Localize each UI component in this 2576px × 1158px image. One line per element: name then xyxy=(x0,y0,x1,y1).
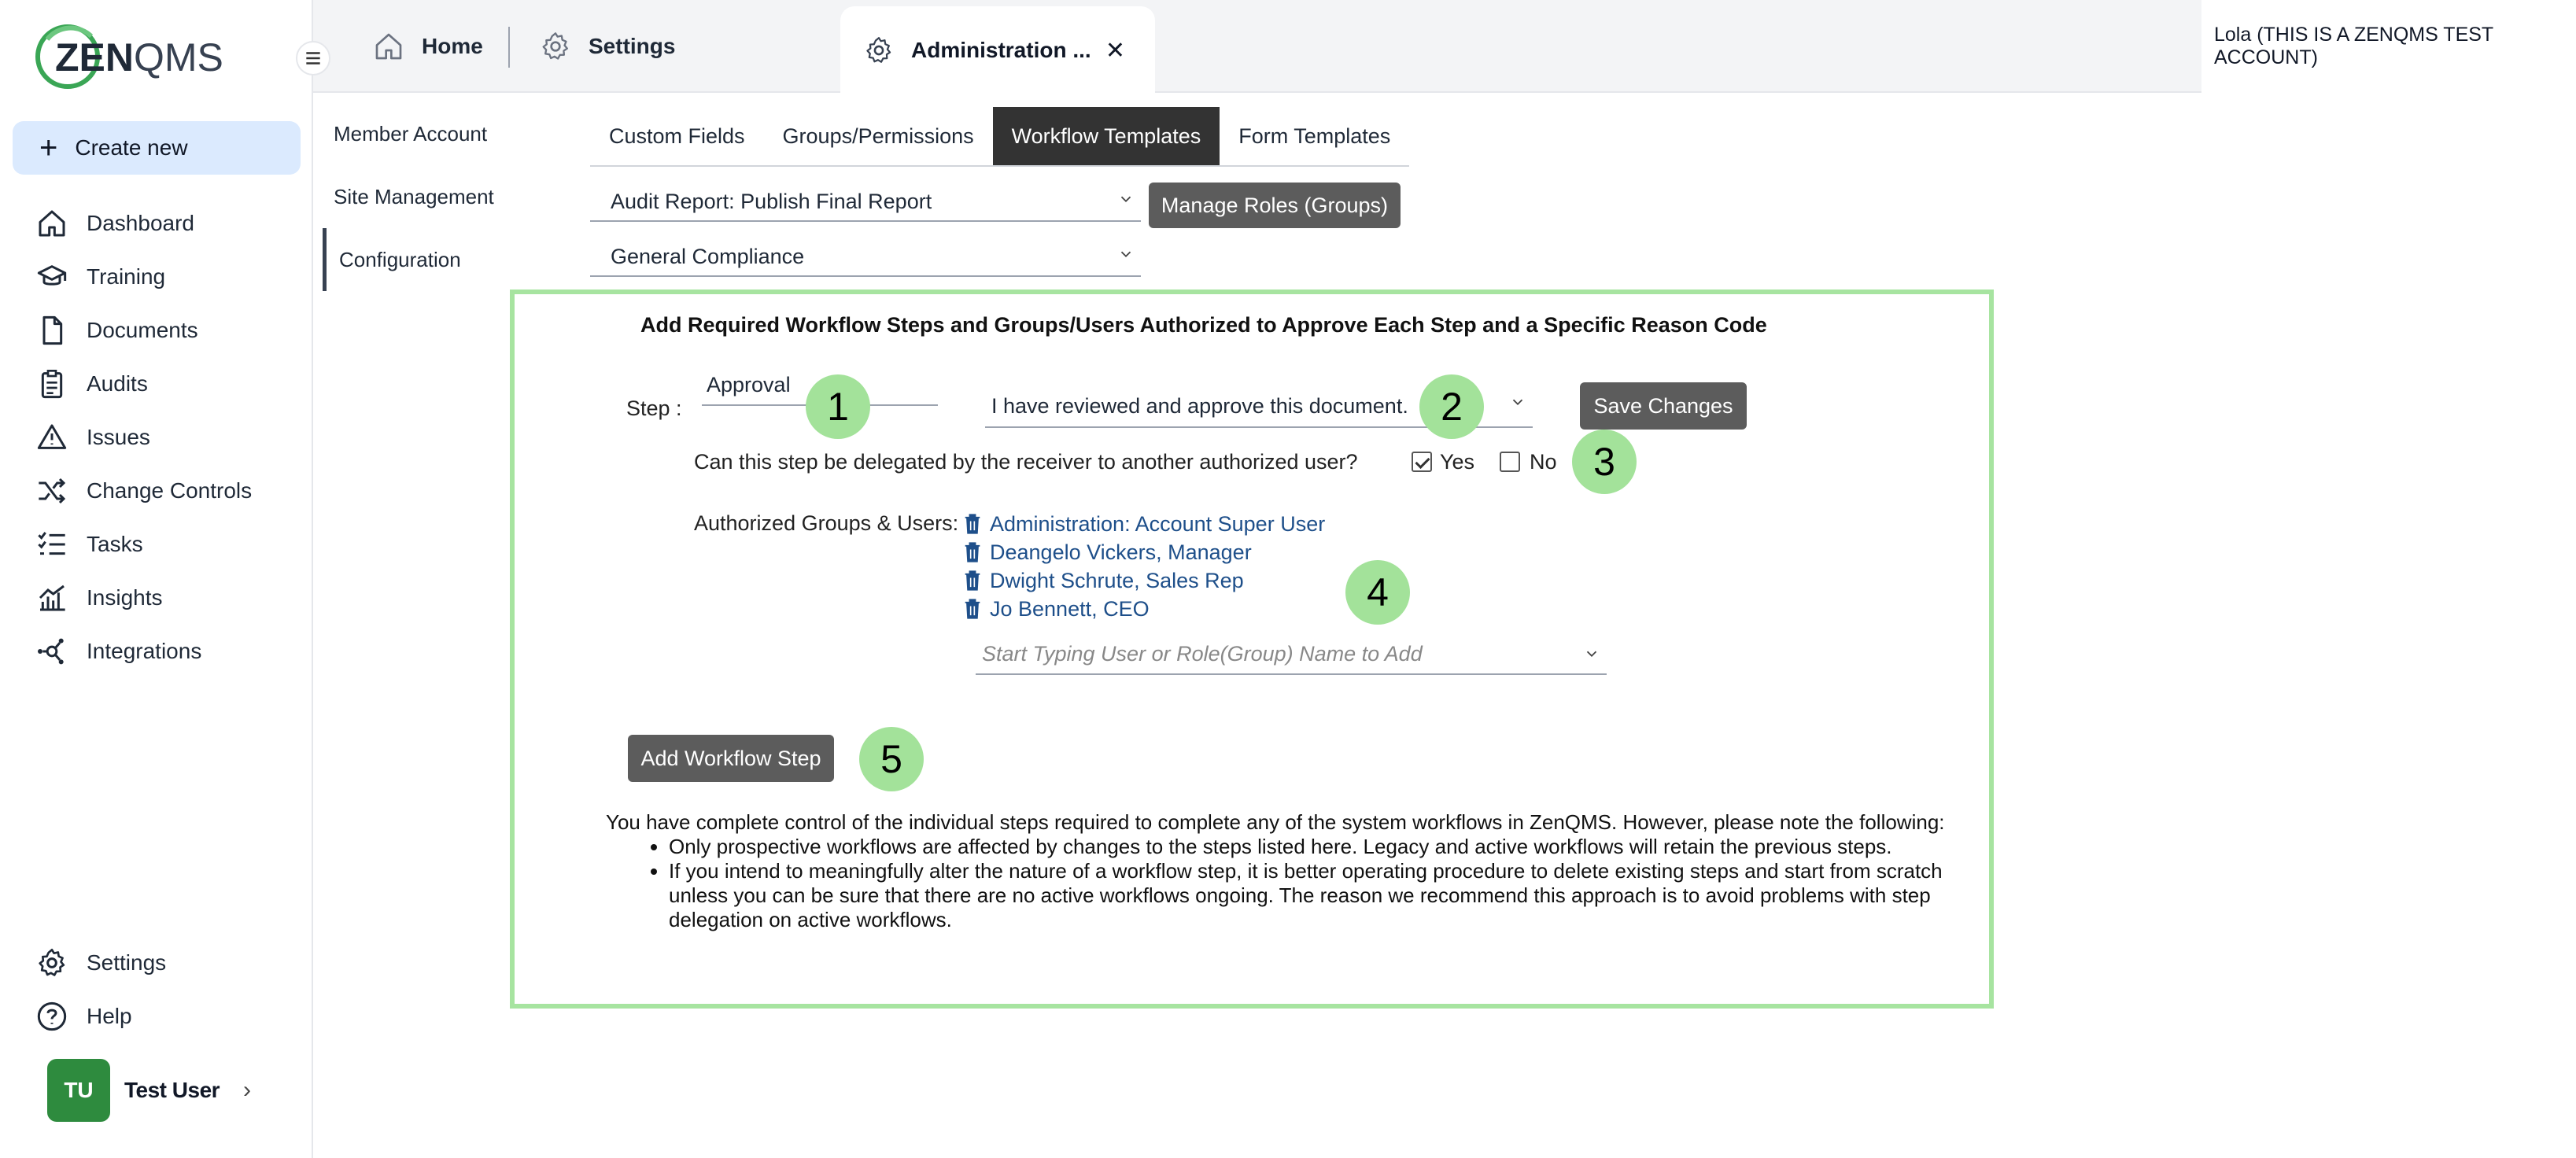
sidebar-item-dashboard[interactable] xyxy=(0,197,313,250)
compliance-select-value: General Compliance xyxy=(611,244,805,268)
home-icon xyxy=(36,208,68,239)
add-user-select[interactable] xyxy=(976,634,1607,675)
delegate-question: Can this step be delegated by the receiver to another authorized user? xyxy=(694,450,1358,474)
reason-code-value: I have reviewed and approve this document. xyxy=(991,393,1408,418)
user-menu[interactable] xyxy=(47,1059,251,1122)
tab-label: Administration ... xyxy=(911,38,1091,62)
subnav-member-account[interactable]: Member Account xyxy=(334,121,488,146)
add-workflow-step-button[interactable]: Add Workflow Step xyxy=(628,735,834,782)
delegate-yes-checkbox[interactable] xyxy=(1412,452,1432,472)
sidebar-item-label: Documents xyxy=(87,318,198,342)
sidebar-item-issues[interactable] xyxy=(0,411,313,464)
tab-groups-permissions[interactable]: Groups/Permissions xyxy=(782,124,974,148)
sidebar-item-label: Settings xyxy=(87,950,167,975)
network-icon xyxy=(36,636,68,667)
sidebar-collapse-button[interactable] xyxy=(296,41,330,76)
sidebar-nav xyxy=(0,197,313,678)
tab-custom-fields[interactable]: Custom Fields xyxy=(609,124,745,148)
authorized-item[interactable] xyxy=(963,510,1325,538)
warning-icon xyxy=(36,422,68,453)
sidebar-item-change-controls[interactable] xyxy=(0,464,313,518)
sidebar-item-integrations[interactable] xyxy=(0,625,313,678)
subnav-configuration[interactable]: Configuration xyxy=(323,228,519,291)
tab-form-templates[interactable]: Form Templates xyxy=(1238,124,1391,148)
delegate-no-checkbox[interactable] xyxy=(1500,452,1520,472)
note-bullet: • Only prospective workflows are affected by changes to the steps listed here. Legacy and active workflows will retain the previous steps. xyxy=(669,835,1959,859)
tab-label: Home xyxy=(422,34,483,58)
sidebar-item-insights[interactable] xyxy=(0,571,313,625)
note-list xyxy=(669,835,1959,932)
home-icon xyxy=(373,31,404,62)
tab-settings[interactable] xyxy=(540,0,675,93)
chevron-right-icon: › xyxy=(243,1077,252,1103)
authorized-item-label: Dwight Schrute, Sales Rep xyxy=(990,568,1244,592)
trash-icon[interactable] xyxy=(963,598,982,620)
tab-home[interactable] xyxy=(373,0,483,93)
create-new-button[interactable] xyxy=(13,121,301,175)
workflow-step-panel xyxy=(510,290,1994,1009)
top-bar xyxy=(313,0,2494,93)
sidebar-item-label: Issues xyxy=(87,425,150,449)
sidebar-item-help[interactable] xyxy=(0,990,313,1043)
gear-icon xyxy=(36,947,68,979)
callout-badge-2: 2 xyxy=(1419,374,1484,439)
authorized-list xyxy=(963,510,1325,623)
callout-badge-3: 3 xyxy=(1572,430,1637,494)
tab-divider xyxy=(508,27,510,68)
sidebar-item-label: Dashboard xyxy=(87,211,194,235)
trash-icon[interactable] xyxy=(963,541,982,563)
callout-badge-4: 4 xyxy=(1345,560,1410,625)
clipboard-icon xyxy=(36,368,68,400)
sidebar-bottom-nav xyxy=(0,936,313,1043)
sidebar-item-settings[interactable] xyxy=(0,936,313,990)
callout-badge-5: 5 xyxy=(859,727,924,791)
sidebar-item-label: Tasks xyxy=(87,532,143,556)
compliance-select[interactable] xyxy=(590,238,1141,277)
chevron-down-icon xyxy=(1117,245,1135,263)
panel-title: Add Required Workflow Steps and Groups/Users Authorized to Approve Each Step and a Specific Reason Code xyxy=(640,313,1767,337)
subnav-site-management[interactable]: Site Management xyxy=(334,184,494,208)
avatar: TU xyxy=(47,1059,110,1122)
chevron-down-icon xyxy=(1583,645,1600,662)
gear-icon xyxy=(540,31,571,62)
sidebar-item-label: Training xyxy=(87,264,166,289)
note-intro: You have complete control of the individual steps required to complete any of the system workflows in ZenQMS. However, please note the following: xyxy=(606,810,1945,834)
create-new-label: Create new xyxy=(75,135,188,160)
save-changes-button[interactable]: Save Changes xyxy=(1580,382,1747,430)
shuffle-icon xyxy=(36,475,68,507)
sidebar-item-documents[interactable] xyxy=(0,304,313,357)
authorized-item[interactable] xyxy=(963,595,1325,623)
chevron-down-icon xyxy=(1117,190,1135,208)
workflow-select-value: Audit Report: Publish Final Report xyxy=(611,189,932,213)
menu-icon xyxy=(303,48,323,68)
chevron-down-icon xyxy=(1509,393,1526,411)
sidebar-item-label: Insights xyxy=(87,585,163,610)
authorized-item-label: Deangelo Vickers, Manager xyxy=(990,540,1252,564)
sidebar xyxy=(0,0,313,1158)
tab-label: Settings xyxy=(589,34,676,58)
tab-administration[interactable] xyxy=(840,6,1155,94)
step-name-value: Approval xyxy=(707,372,791,396)
close-icon[interactable]: ✕ xyxy=(1105,37,1125,64)
callout-badge-1: 1 xyxy=(806,374,870,439)
authorized-item[interactable] xyxy=(963,566,1325,595)
note-bullet: • If you intend to meaningfully alter the nature of a workflow step, it is better operating procedure to delete existing steps and start from scratch unless you can be sure that there are no active workflows ongoing. The reason we recommend this approach is to avoid problems with step delegation on active workflows. xyxy=(669,859,1959,932)
authorized-label: Authorized Groups & Users: xyxy=(694,511,959,535)
add-user-placeholder: Start Typing User or Role(Group) Name to Add xyxy=(982,641,1423,666)
sidebar-item-tasks[interactable] xyxy=(0,518,313,571)
delegate-no-label: No xyxy=(1530,450,1557,474)
delegate-yes-label: Yes xyxy=(1440,450,1475,474)
sidebar-item-label: Help xyxy=(87,1004,132,1028)
workflow-note xyxy=(606,810,1959,932)
tab-workflow-templates[interactable]: Workflow Templates xyxy=(993,107,1220,165)
authorized-item[interactable] xyxy=(963,538,1325,566)
sidebar-item-label: Audits xyxy=(87,371,148,396)
plus-icon: + xyxy=(39,131,58,165)
trash-icon[interactable] xyxy=(963,513,982,535)
manage-roles-button[interactable]: Manage Roles (Groups) xyxy=(1149,183,1401,228)
sidebar-item-audits[interactable] xyxy=(0,357,313,411)
workflow-select[interactable] xyxy=(590,183,1141,222)
document-icon xyxy=(36,315,68,346)
authorized-item-label: Jo Bennett, CEO xyxy=(990,596,1150,621)
sidebar-item-training[interactable] xyxy=(0,250,313,304)
sidebar-item-label: Change Controls xyxy=(87,478,253,503)
step-label: Step : xyxy=(626,396,682,420)
account-name: Lola (THIS IS A ZENQMS TEST ACCOUNT) xyxy=(2201,0,2576,93)
authorized-item-label: Administration: Account Super User xyxy=(990,511,1326,536)
sidebar-item-label: Integrations xyxy=(87,639,202,663)
trash-icon[interactable] xyxy=(963,570,982,592)
config-tabs xyxy=(590,107,1409,167)
user-name: Test User xyxy=(124,1078,220,1102)
zenqms-logo[interactable] xyxy=(36,22,223,93)
logo-text: ZEN xyxy=(55,35,134,79)
help-icon xyxy=(36,1001,68,1032)
gear-icon xyxy=(864,35,894,65)
svg-text:QMS: QMS xyxy=(134,35,223,79)
chart-icon xyxy=(36,582,68,614)
graduation-cap-icon xyxy=(36,261,68,293)
admin-subnav xyxy=(323,102,519,291)
checklist-icon xyxy=(36,529,68,560)
